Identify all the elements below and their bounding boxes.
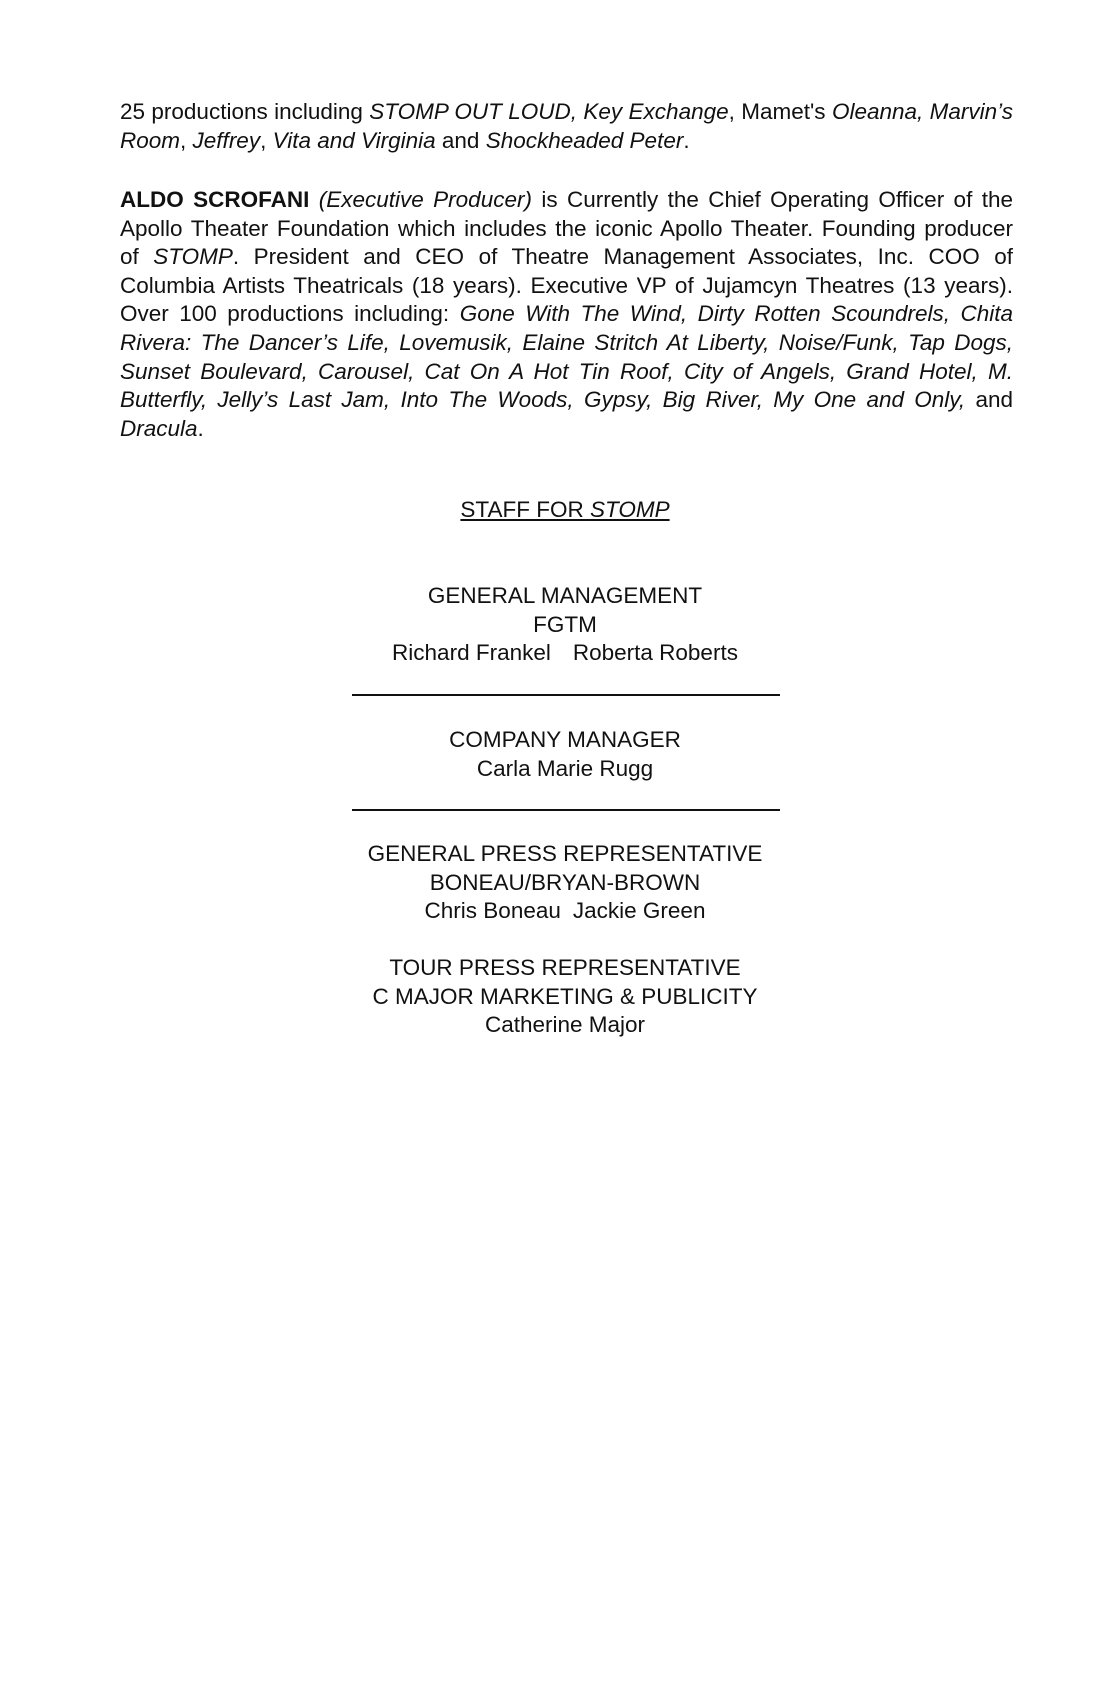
bio-text: . [683, 127, 690, 153]
production-titles: Jeffrey [192, 127, 261, 153]
production-titles: STOMP OUT LOUD, Key Exchange [369, 99, 729, 124]
general-management-block [0, 582, 1100, 668]
production-titles: Dracula [120, 415, 198, 441]
bio-paragraph-continued [120, 98, 1013, 155]
general-management-people [0, 639, 1100, 668]
section-divider [352, 809, 780, 811]
production-titles: Oleanna, Marvin’s Room [120, 99, 1013, 153]
staff-person: Chris Boneau [424, 898, 561, 924]
tour-press-person: Catherine Major [484, 1012, 646, 1038]
production-titles: Vita and Virginia [272, 127, 436, 153]
staff-section-title [0, 496, 1100, 525]
tour-press-heading: TOUR PRESS REPRESENTATIVE [389, 955, 741, 980]
bio-name: ALDO SCROFANI [120, 187, 310, 212]
production-titles: Shockheaded Peter [485, 127, 684, 153]
section-divider [352, 694, 780, 696]
bio-role: (Executive Producer) [309, 187, 532, 212]
staff-person: Jackie Green [572, 898, 706, 924]
bio-paragraph-aldo-scrofani [120, 186, 1013, 443]
bio-text: , [180, 127, 193, 153]
bio-text: . President and CEO of Theatre Management Associates, Inc. COO of Columbia Artists Theatricals (18 years). Executive VP of Jujamcyn Theatres (13 years). Over 100 productions including: [120, 244, 1013, 327]
bio-text: and [965, 387, 1013, 413]
general-management-company: FGTM [533, 611, 597, 637]
general-press-block [0, 840, 1100, 926]
tour-press-company: C MAJOR MARKETING & PUBLICITY [372, 983, 758, 1009]
bio-text: . [197, 415, 204, 441]
tour-press-block [0, 954, 1100, 1040]
general-press-heading: GENERAL PRESS REPRESENTATIVE [367, 841, 763, 866]
staff-person: Roberta Roberts [572, 640, 738, 666]
staff-person: Richard Frankel [392, 640, 551, 666]
production-titles: Gone With The Wind, Dirty Rotten Scoundrels, Chita Rivera: The Dancer’s Life, Lovemusik, Elaine Stritch At Liberty, Noise/Funk, Tap Dogs, Sunset Boulevard, Carousel, Cat On A Hot Tin Roof, City of Angels, Grand Hotel, M. Butterfly, Jelly’s Last Jam, Into The Woods, Gypsy, Big River, My One and Only, [120, 301, 1013, 413]
general-press-people [0, 897, 1100, 926]
staff-title-prefix: STAFF FOR [460, 497, 590, 522]
bio-text: and [435, 127, 486, 153]
bio-text: , [260, 127, 273, 153]
general-management-heading: GENERAL MANAGEMENT [427, 583, 703, 608]
company-manager-block [0, 726, 1100, 783]
staff-title-show: STOMP [589, 497, 670, 522]
bio-text: , Mamet's [728, 99, 832, 124]
bio-text: 25 productions including [120, 99, 370, 124]
general-press-company: BONEAU/BRYAN-BROWN [429, 869, 701, 895]
company-manager-person: Carla Marie Rugg [476, 755, 654, 781]
bio-text: is Currently the Chief Operating Officer of the Apollo Theater Foundation which includes the iconic Apollo Theater. Founding producer of [120, 187, 1013, 270]
production-titles: STOMP [153, 244, 233, 270]
company-manager-heading: COMPANY MANAGER [449, 727, 681, 752]
